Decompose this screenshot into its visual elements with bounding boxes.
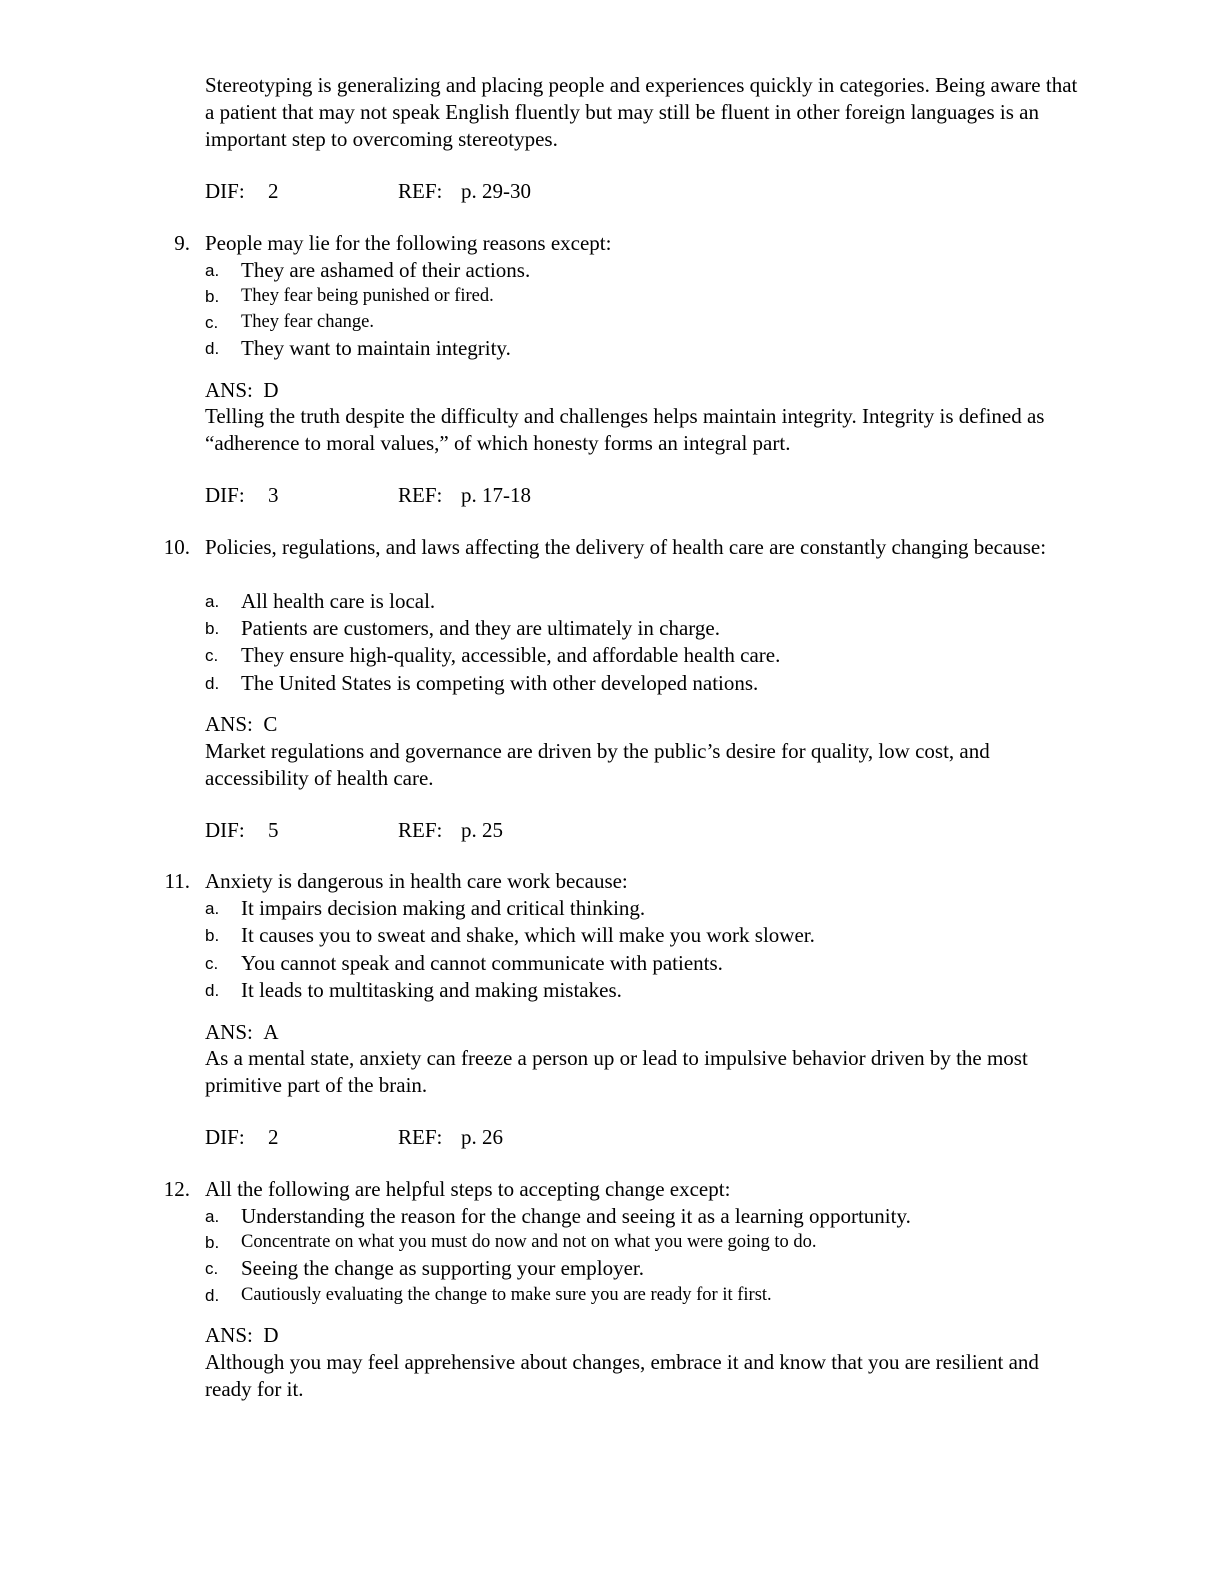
option-b [205,1229,1085,1256]
option-d [205,1282,1085,1309]
option-a [205,588,1085,615]
answer-value: A [263,1020,279,1044]
option-text: They want to maintain integrity. [241,336,511,360]
option-letter: b. [205,287,220,306]
answer-label: ANS: [205,712,253,736]
option-text: They fear being punished or fired. [241,286,494,306]
difficulty-value: 2 [268,1125,279,1149]
answer-value: D [263,1323,279,1347]
option-d [205,670,1085,697]
option-d [205,977,1085,1004]
reference-label: REF: [398,1125,443,1149]
option-text: It causes you to sweat and shake, which will make you work slower. [241,923,815,947]
question-number: 10. [163,535,190,559]
option-b [205,283,1085,310]
reference-value: p. 17-18 [461,483,531,507]
reference-value: p. 25 [461,818,503,842]
question-rationale: Market regulations and governance are driven by the public’s desire for quality, low cost, and accessibility of health care. [205,739,990,790]
option-letter: a. [205,899,220,918]
option-b [205,615,1085,642]
option-d [205,335,1085,362]
difficulty-value: 2 [268,179,279,203]
option-text: The United States is competing with other developed nations. [241,671,759,695]
option-letter: c. [205,954,219,973]
option-text: Cautiously evaluating the change to make sure you are ready for it first. [241,1285,772,1305]
option-c [205,950,1085,977]
question-rationale: Although you may feel apprehensive about changes, embrace it and know that you are resilient and ready for it. [205,1350,1039,1401]
q8-rationale: Stereotyping is generalizing and placing people and experiences quickly in categories. Being aware that a patient that may not speak English fluently but may still be fluent in other foreign languages is an important step to overcoming stereotypes. [205,73,1078,151]
question-meta [205,817,705,844]
option-a [205,895,1085,922]
option-text: They are ashamed of their actions. [241,258,531,282]
difficulty-label: DIF: [205,818,245,842]
option-letter: a. [205,261,220,280]
reference-value: p. 26 [461,1125,503,1149]
question-meta [205,482,705,509]
difficulty-label: DIF: [205,1125,245,1149]
option-text: Patients are customers, and they are ultimately in charge. [241,616,720,640]
question-number: 11. [164,869,190,893]
question-stem: All the following are helpful steps to accepting change except: [205,1177,731,1201]
question-rationale: Telling the truth despite the difficulty and challenges helps maintain integrity. Integrity is defined as “adherence to moral values,” of which honesty forms an integral part. [205,404,1045,455]
question-number: 12. [163,1177,190,1201]
option-c [205,642,1085,669]
question-stem: Policies, regulations, and laws affecting the delivery of health care are constantly changing because: [205,535,1047,559]
answer-line [205,1019,279,1046]
option-b [205,922,1085,949]
answer-value: C [263,712,278,736]
answer-line [205,1322,279,1349]
option-letter: d. [205,1286,220,1305]
option-text: Understanding the reason for the change and seeing it as a learning opportunity. [241,1204,911,1228]
q8-meta [205,178,705,205]
answer-label: ANS: [205,1323,253,1347]
option-text: All health care is local. [241,589,436,613]
answer-label: ANS: [205,1020,253,1044]
reference-value: p. 29-30 [461,179,531,203]
difficulty-label: DIF: [205,179,245,203]
option-text: They ensure high-quality, accessible, and affordable health care. [241,643,781,667]
question-stem: Anxiety is dangerous in health care work because: [205,869,628,893]
difficulty-value: 3 [268,483,279,507]
option-text: They fear change. [241,312,375,332]
option-letter: a. [205,1207,220,1226]
option-c [205,309,1085,336]
difficulty-label: DIF: [205,483,245,507]
answer-label: ANS: [205,378,253,402]
question-meta [205,1124,705,1151]
answer-line [205,711,277,738]
option-letter: c. [205,646,219,665]
option-a [205,1203,1085,1230]
option-letter: c. [205,1259,219,1278]
option-c [205,1255,1085,1282]
question-stem: People may lie for the following reasons except: [205,231,612,255]
option-letter: b. [205,1233,220,1252]
reference-label: REF: [398,483,443,507]
question-rationale: As a mental state, anxiety can freeze a person up or lead to impulsive behavior driven by the most primitive part of the brain. [205,1046,1028,1097]
option-text: You cannot speak and cannot communicate with patients. [241,951,723,975]
answer-line [205,377,279,404]
option-text: It impairs decision making and critical thinking. [241,896,646,920]
option-text: It leads to multitasking and making mistakes. [241,978,622,1002]
answer-value: D [263,378,279,402]
option-letter: b. [205,926,220,945]
option-a [205,257,1085,284]
option-letter: b. [205,619,220,638]
option-letter: d. [205,339,220,358]
option-letter: d. [205,674,220,693]
option-letter: c. [205,313,219,332]
option-text: Seeing the change as supporting your employer. [241,1256,644,1280]
option-text: Concentrate on what you must do now and not on what you were going to do. [241,1232,817,1252]
difficulty-value: 5 [268,818,279,842]
option-letter: d. [205,981,220,1000]
reference-label: REF: [398,179,443,203]
question-number: 9. [174,231,190,255]
reference-label: REF: [398,818,443,842]
option-letter: a. [205,592,220,611]
